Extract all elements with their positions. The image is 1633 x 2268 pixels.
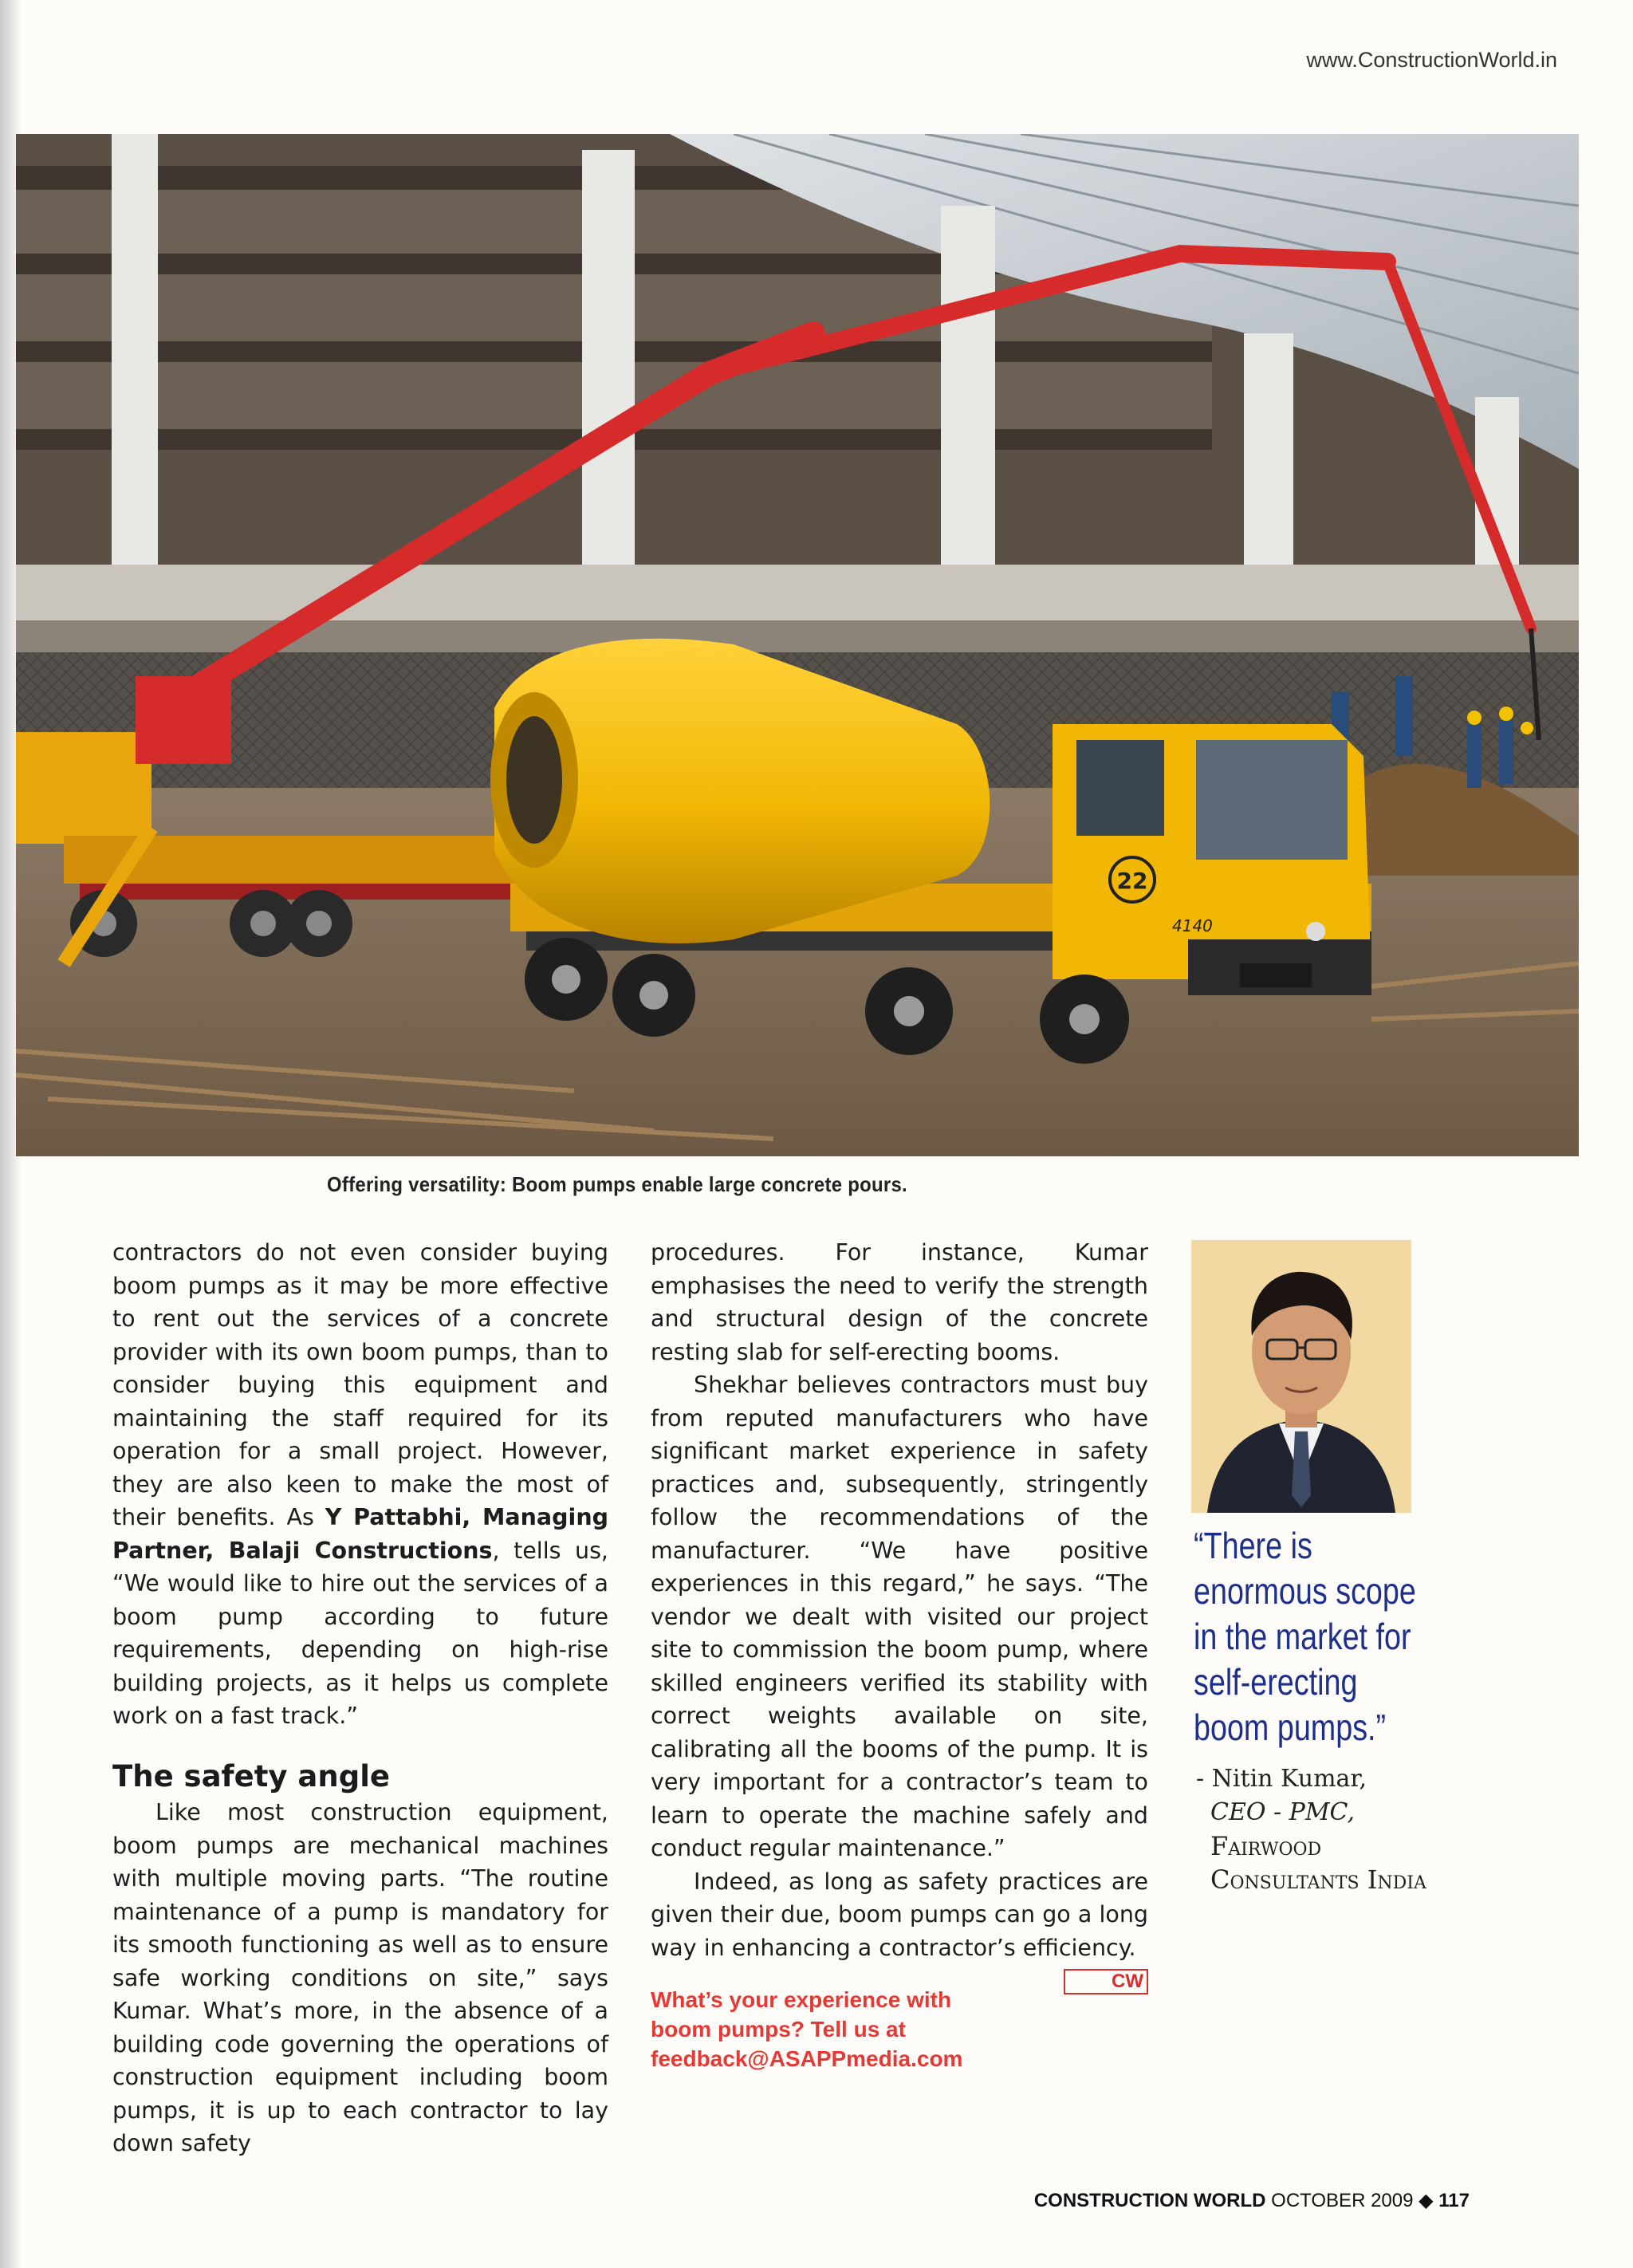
paragraph-text: , tells us, “We would like to hire out the services of a boom pump according to future requirements, depending on high-rise building projects, as it helps us complete work on a fast track.”	[112, 1537, 608, 1729]
paragraph-text: contractors do not even consider buying boom pumps as it may be more effective to rent out the services of a concrete provider with its own boom pumps, than to consider buying this equipment and maintaining the staff required for its operation for a small project. However, they are also keen to make the most of their benefits. As	[112, 1239, 608, 1530]
attribution-role: CEO - PMC,	[1210, 1798, 1355, 1826]
article-column-1	[112, 1236, 608, 2160]
truck-number: 22	[1116, 868, 1148, 894]
paragraph: procedures. For instance, Kumar emphasises the need to verify the strength and structural design of the concrete resting slab for self-erecting booms.	[651, 1239, 1148, 1365]
construction-photo	[16, 134, 1579, 1156]
attribution-org: Fairwood	[1210, 1831, 1322, 1861]
publication-name: CONSTRUCTION WORLD	[1033, 2190, 1266, 2211]
article-column-2	[651, 1236, 1148, 2073]
page-footer	[1034, 2189, 1470, 2212]
paragraph: Shekhar believes contractors must buy from reputed manufacturers who have significant market experience in safety practices and, subsequently, stringently follow the recommendations of the manufacturer. “We have positive experiences in this regard,” he says. “The vendor we dealt with visited our project site to commission the boom pump, where skilled engineers verified its stability with correct weights available on site, calibrating all the booms of the pump. It is very important for a contractor’s team to learn to operate the machine safely and conduct regular maintenance.”	[651, 1372, 1148, 1861]
paragraph	[651, 1865, 1148, 1992]
boom-pump-illustration	[16, 134, 1579, 1156]
separator-icon: ◆	[1419, 2190, 1434, 2211]
quote-attribution	[1196, 1762, 1499, 1896]
attribution-org: Consultants India	[1210, 1864, 1426, 1895]
truck-model: 4140	[1172, 916, 1213, 935]
paragraph: Like most construction equipment, boom pumps are mechanical machines with multiple moving parts. “The routine maintenance of a pump is mandatory for its smooth functioning as well as to ensure safe working conditions on site,” says Kumar. What’s more, in the absence of a building code governing the operations of construction equipment including boom pumps, it is up to each contractor to lay down safety	[112, 1799, 608, 2156]
paragraph	[112, 1236, 608, 1733]
feedback-line: What’s your experience with	[651, 1987, 952, 2012]
section-heading: The safety angle	[112, 1758, 390, 1794]
feedback-callout	[651, 1985, 1148, 2073]
feedback-email-link[interactable]: feedback@ASAPPmedia.com	[651, 2046, 963, 2071]
quoted-person: Y Pattabhi, Managing Partner, Balaji Constructions	[112, 1504, 609, 1564]
page-number: 117	[1438, 2190, 1470, 2211]
attribution-name: - Nitin Kumar,	[1196, 1765, 1367, 1793]
photo-caption: Offering versatility: Boom pumps enable large concrete pours.	[327, 1172, 907, 1196]
end-mark-logo: CW	[1064, 1969, 1148, 1994]
pull-quote: “There is enormous scope in the market for self-erecting boom pumps.”	[1194, 1525, 1416, 1748]
website-url: www.ConstructionWorld.in	[1306, 48, 1557, 72]
paragraph-text: Indeed, as long as safety practices are given their due, boom pumps can go a long way in enhancing a contractor’s efficiency.	[651, 1868, 1148, 1961]
portrait-photo	[1191, 1240, 1411, 1513]
issue-date: OCTOBER 2009	[1271, 2190, 1414, 2211]
feedback-line: boom pumps? Tell us at	[651, 2017, 906, 2042]
